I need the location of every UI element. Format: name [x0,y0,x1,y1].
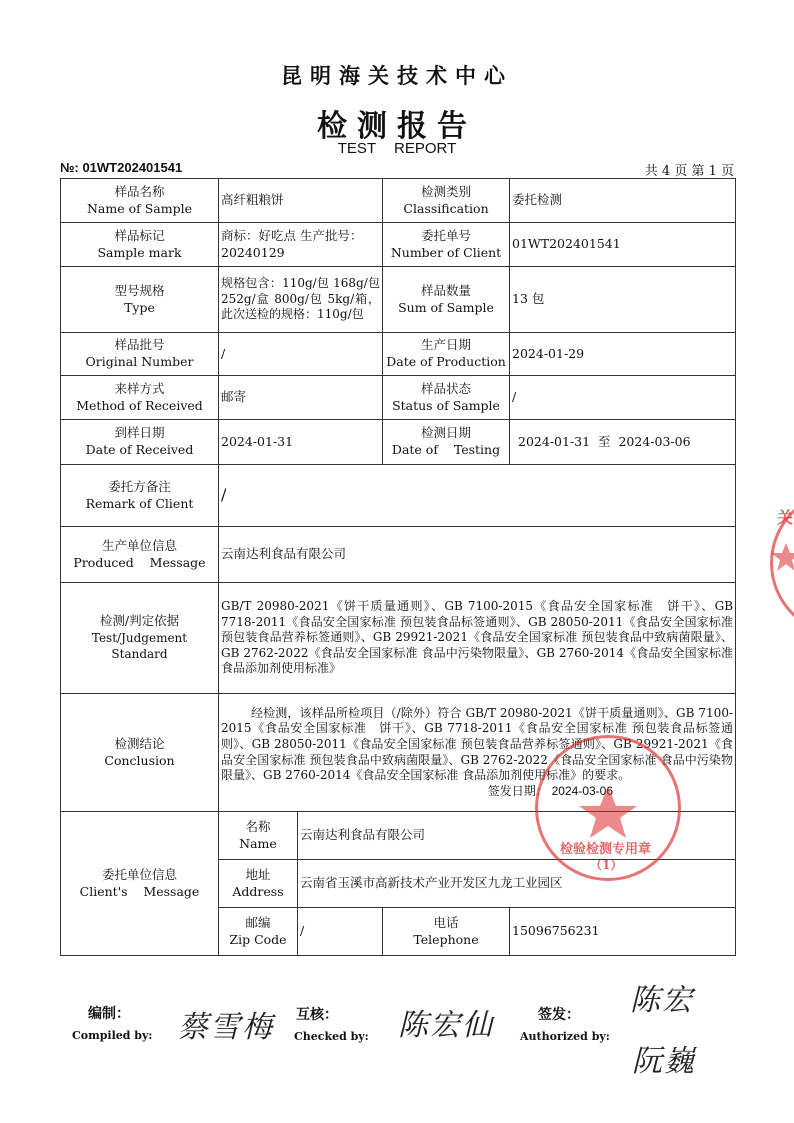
authorized-signature-2: 阮巍 [632,1044,696,1079]
value-status: / [510,376,736,420]
label-en: Name [239,835,277,851]
label-standard [61,583,219,694]
report-title: 检测报告 [317,109,477,144]
label-testing [383,420,510,465]
report-number-label: №: [60,160,79,175]
value-testing: 2024-01-31 至 2024-03-06 [510,420,736,465]
authorized-by [520,1004,610,1043]
value-received: 2024-01-31 [219,420,383,465]
label-cn: 名称 [245,818,271,834]
label-en: Zip Code [229,931,287,947]
value-sum: 13 包 [510,267,736,333]
checked-en: Checked by: [294,1030,369,1043]
label-type [61,267,219,333]
value-client-name: 云南达利食品有限公司 [298,812,736,860]
label-cn: 委托方备注 [108,478,171,494]
label-conclusion [61,694,219,812]
label-cn: 样品标记 [114,227,165,243]
report-subtitle: TEST REPORT [337,140,457,157]
label-received [61,420,219,465]
label-en: Original Number [85,354,194,369]
authorized-en: Authorized by: [520,1030,610,1043]
value-name: 高纤粗粮饼 [219,179,383,223]
label-en: Status of Sample [392,397,500,413]
report-number-value: 01WT202401541 [82,160,183,175]
label-cn: 电话 [433,914,459,930]
label-cn: 生产日期 [421,337,472,353]
label-en: Date of Testing [391,442,501,457]
label-en: Date of Production [386,354,506,369]
label-produced [61,527,219,583]
label-production [383,333,510,376]
label-cn: 到样日期 [114,425,165,441]
label-en: Conclusion [104,752,175,768]
label-en: Classification [403,200,489,216]
label-en: Telephone [413,931,479,947]
label-cn: 邮编 [245,914,271,930]
table-row [61,527,736,583]
value-client-phone: 15096756231 [510,908,736,956]
label-name [61,179,219,223]
value-classification: 委托检测 [510,179,736,223]
page-count: 共 4 页 第 1 页 [644,164,734,179]
label-client-name [219,812,298,860]
label-cn: 样品状态 [421,380,472,396]
label-en: Method of Received [76,397,203,413]
seal-sub: （1） [590,858,623,872]
checked-signature: 陈宏仙 [398,1008,494,1043]
label-remark [61,465,219,527]
label-client-address [219,860,298,908]
side-seal [770,490,794,636]
label-cn: 样品批号 [114,337,165,353]
table-row [61,333,736,376]
authorized-signature-1: 陈宏 [630,983,694,1018]
organization-name: 昆明海关技术中心 [281,63,513,88]
label-cn: 生产单位信息 [101,537,177,553]
label-en: Number of Client [390,244,502,260]
label-client-no [383,223,510,267]
label-en: Date of Received [85,442,194,457]
table-row [61,376,736,420]
value-mark: 商标：好吃点 生产批号：20240129 [219,223,383,267]
seal-text: 检验检测专用章 [560,842,652,857]
sign-date-label: 签发日期： [487,783,548,798]
table-row [61,583,736,694]
value-production: 2024-01-29 [510,333,736,376]
table-row [61,223,736,267]
conclusion-text: 经检测，该样品所检项目（/除外）符合 GB/T 20980-2021《饼干质量通则》、GB 7100-2015《食品安全国家标准 饼干》、GB 7718-2011《食品安全国家标准 预包装食品标签通则》、GB 28050-2011《食品安全国家标准 预包装食品营养标签通则》、GB 29921-2021《食品安全国家标准 预包装食品中致病菌限量》、GB 2762-2022《食品安全国家标准 食品中污染物限量》、GB 2760-2014《食品安全国家标准 食品添加剂使用标准》的要求。 [221,705,734,783]
label-original [61,333,219,376]
value-method: 邮寄 [219,376,383,420]
table-row [61,465,736,527]
value-type: 规格包含：110g/包 168g/包 252g/盒 800g/包 5kg/箱，此次送检的规格：110g/包 [219,267,383,333]
value-original: / [219,333,383,376]
authorized-cn: 签发： [538,1007,580,1023]
label-cn: 型号规格 [114,282,165,298]
label-en: Test/Judgement Standard [91,631,188,662]
value-client-no: 01WT202401541 [510,223,736,267]
label-en: Address [232,883,284,899]
label-cn: 样品名称 [114,183,165,199]
compiled-signature: 蔡雪梅 [178,1010,274,1045]
label-classification [383,179,510,223]
label-en: Type [124,299,155,315]
label-en: Sample mark [97,244,182,260]
table-row [61,420,736,465]
table-row [61,267,736,333]
compiled-by [72,1003,152,1042]
label-en: Produced Message [73,554,206,570]
value-remark: / [219,465,736,527]
sign-date-value: 2024-03-06 [551,783,614,798]
label-status [383,376,510,420]
label-client-phone [383,908,510,956]
inspection-seal [535,735,681,881]
label-en: Sum of Sample [398,299,494,315]
label-cn: 委托单号 [421,227,472,243]
report-number [60,160,182,175]
value-produced: 云南达利食品有限公司 [219,527,736,583]
label-en: Name of Sample [86,200,192,216]
label-sum [383,267,510,333]
value-standard: GB/T 20980-2021《饼干质量通则》、GB 7100-2015《食品安全国家标准 饼干》、GB 7718-2011《食品安全国家标准 预包装食品标签通则》、GB 28050-2011《食品安全国家标准 预包装食品营养标签通则》、GB 29921-2021《食品安全国家标准 预包装食品中致病菌限量》、GB 2762-2022《食品安全国家标准 食品中污染物限量》、GB 2760-2014《食品安全国家标准 食品添加剂使用标准》 [219,583,736,694]
star-icon [771,543,794,573]
compiled-en: Compiled by: [72,1029,153,1042]
label-cn: 来样方式 [114,380,165,396]
label-en: Remark of Client [85,495,194,511]
compiled-cn: 编制： [88,1006,130,1022]
value-client-zip: / [298,908,383,956]
checked-by [294,1004,369,1043]
label-cn: 检测结论 [114,735,165,751]
value-client-address: 云南省玉溪市高新技术产业开发区九龙工业园区 [298,860,736,908]
table-row [61,179,736,223]
label-cn: 检测/判定依据 [99,613,180,629]
label-mark [61,223,219,267]
checked-cn: 互核： [296,1007,338,1023]
label-client [61,812,219,956]
label-cn: 检测类别 [421,183,472,199]
label-cn: 地址 [245,866,271,882]
label-cn: 检测日期 [421,425,472,441]
label-client-zip [219,908,298,956]
label-en: Client's Message [79,883,200,899]
label-cn: 样品数量 [421,282,472,298]
label-cn: 委托单位信息 [101,866,177,882]
side-seal-text: 关 [777,508,794,527]
label-method [61,376,219,420]
